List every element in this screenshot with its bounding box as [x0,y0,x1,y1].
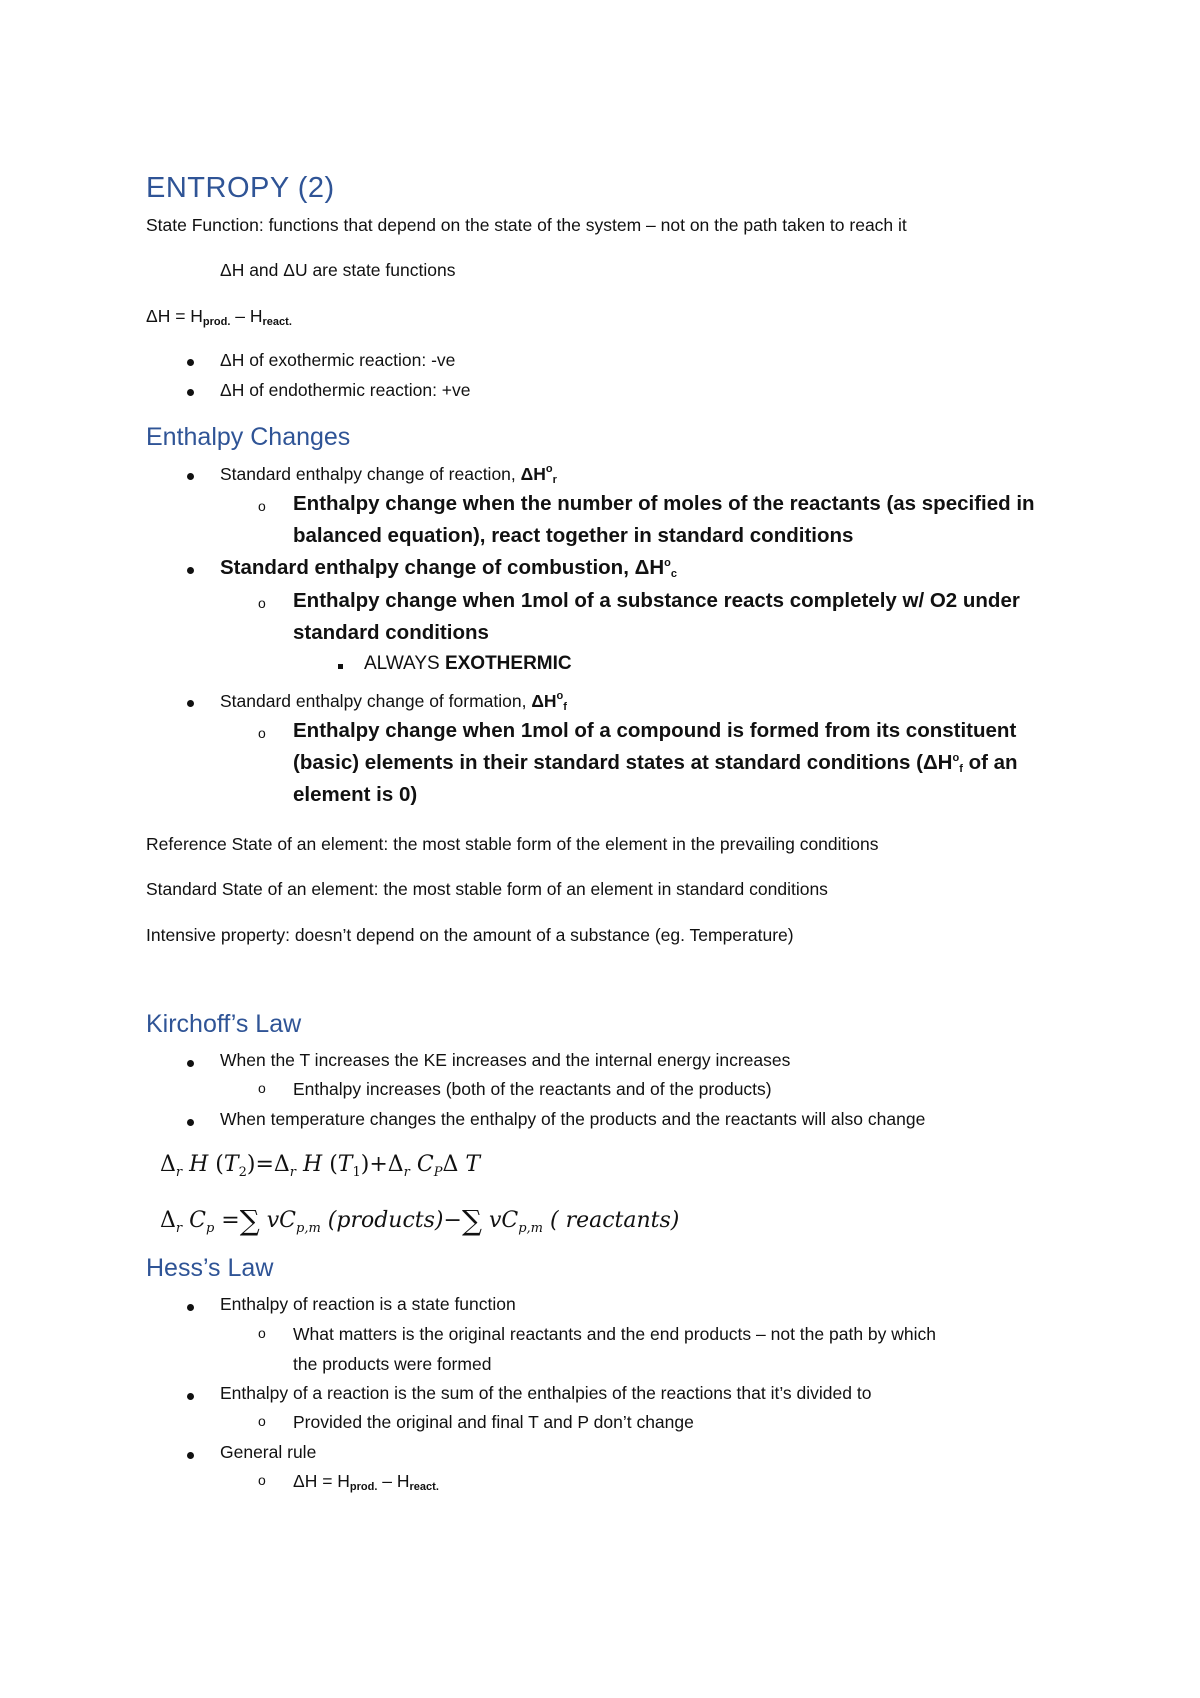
list-item: Enthalpy of reaction is a state function [220,1294,516,1314]
state-functions-note: ΔH and ΔU are state functions [220,260,456,280]
bullet-dot-icon [187,1452,194,1459]
text-segment: react. [409,1481,439,1493]
reaction-sup: o [545,463,553,475]
reaction-symbol: ΔH [520,464,546,484]
reaction-label: Standard enthalpy change of reaction, [220,464,521,484]
intensive-property-definition: Intensive property: doesn’t depend on the amount of a substance (eg. Temperature) [146,925,794,945]
math-token: Δ [160,1152,176,1177]
bullet-dot-icon [187,700,194,707]
formation-symbol: ΔH [531,691,557,711]
list-item: When temperature changes the enthalpy of the products and the reactants will also change [220,1109,926,1129]
math-token: T [223,1152,239,1177]
list-item: General rule [220,1442,317,1462]
bullet-dot-icon [187,473,194,480]
math-token: T [465,1152,481,1177]
eq-lhs: ΔH = H [146,306,203,326]
bullet-dot-icon [187,359,194,366]
formation-sup: o [556,690,564,702]
math-token: (products)− [327,1208,462,1233]
math-token: ( [329,1152,338,1177]
math-token: C [189,1208,206,1233]
sigma-icon: ∑ [239,1204,260,1237]
sub-bullet-circle-icon: o [258,498,266,514]
math-token: r [175,1221,183,1236]
text-segment: Enthalpy change when [293,719,521,742]
sigma-icon: ∑ [461,1204,482,1237]
eq-minus: – H [230,306,263,326]
math-token: 2 [238,1165,247,1180]
sub-bullet-circle-icon: o [258,1080,266,1096]
text-segment: f [959,763,963,775]
delta-h-equation [146,306,292,328]
list-item: Enthalpy increases (both of the reactants and of the products) [293,1079,772,1099]
combustion-sup: o [664,557,671,569]
text-segment: o [952,752,960,764]
math-token: ( reactants) [550,1208,680,1233]
math-token: r [289,1165,296,1180]
reference-state-definition: Reference State of an element: the most stable form of the element in the prevailing conditions [146,834,879,854]
math-token: v [488,1208,502,1233]
text-segment: ΔH = H [293,1471,350,1491]
section-heading-hess: Hess’s Law [146,1254,274,1282]
formation-sub: f [563,701,567,713]
combustion-symbol: ΔH [634,556,665,579]
math-token: Δ [273,1152,290,1177]
list-item: What matters is the original reactants and the end products – not the path by which [293,1324,937,1344]
combustion-label: Standard enthalpy change of combustion, [220,556,635,579]
math-token: T [337,1152,353,1177]
list-item: Enthalpy of a reaction is the sum of the enthalpies of the reactions that it’s divided to [220,1383,872,1403]
math-token: r [175,1165,183,1180]
eq-react-sub: react. [262,316,292,328]
math-token: )= [246,1152,274,1177]
combustion-sub: c [670,568,678,580]
always-exothermic-note [364,653,572,675]
text-segment: prod. [349,1481,378,1493]
bullet-dot-icon [187,1393,194,1400]
text-segment: – H [377,1471,410,1491]
math-token: Δ [442,1152,459,1177]
math-token: H [303,1152,323,1177]
reaction-definition-line-2: balanced equation), react together in standard conditions [293,524,854,547]
math-token: C [416,1152,434,1177]
formation-definition-line-2 [293,751,1018,775]
bullet-dot-icon [187,1304,194,1311]
page-title: ENTROPY (2) [146,172,335,204]
reaction-sub: r [552,474,557,486]
kirchoff-equation-2 [160,1204,679,1237]
combustion-definition-line-2: standard conditions [293,621,489,644]
list-item: Provided the original and final T and P don’t change [293,1412,694,1432]
math-token: p [205,1221,215,1236]
combustion-definition-line-1 [293,589,1020,613]
general-rule-equation [293,1471,439,1493]
text-segment: 1mol [520,719,569,742]
combustion-enthalpy-item [220,556,677,580]
text-segment: of an [962,751,1018,774]
math-token: p,m [296,1221,321,1236]
math-token: )+ [360,1152,388,1177]
text-segment: of a substance reacts completely w/ O2 under [568,589,1020,612]
text-segment: ALWAYS [364,653,445,674]
sub-bullet-circle-icon: o [258,1413,266,1429]
sub-bullet-circle-icon: o [258,1325,266,1341]
math-token: p,m [518,1221,543,1236]
formation-enthalpy-item [220,690,567,713]
math-token: H [189,1152,209,1177]
section-heading-enthalpy: Enthalpy Changes [146,423,351,451]
bullet-dot-icon [187,389,194,396]
math-token: Δ [160,1208,176,1233]
eq-prod-sub: prod. [202,316,231,328]
standard-state-definition: Standard State of an element: the most stable form of an element in standard conditions [146,879,828,899]
bullet-dot-icon [187,1119,194,1126]
formation-definition-line-1 [293,719,1016,743]
list-item: ΔH of exothermic reaction: -ve [220,350,456,370]
math-token: Δ [387,1152,404,1177]
bullet-dot-icon [187,567,194,574]
math-token: ( [215,1152,224,1177]
math-token: P [433,1165,443,1180]
math-token: v [266,1208,280,1233]
bullet-dot-icon [187,1060,194,1067]
reaction-enthalpy-item [220,463,557,486]
list-item-continuation: the products were formed [293,1354,492,1374]
text-segment: of a compound is formed from its constituent [568,719,1017,742]
list-item: When the T increases the KE increases and the internal energy increases [220,1050,791,1070]
math-token: = [221,1208,240,1233]
square-bullet-icon [338,664,343,669]
math-token: r [403,1165,410,1180]
list-item: ΔH of endothermic reaction: +ve [220,380,471,400]
formation-definition-line-3: element is 0) [293,783,418,806]
text-segment: 1mol [520,589,569,612]
reaction-definition-line-1: Enthalpy change when the number of moles of the reactants (as specified in [293,492,1035,515]
sub-bullet-circle-icon: o [258,1472,266,1488]
text-segment: (basic) elements in their standard states at standard conditions (ΔH [293,751,953,774]
section-heading-kirchoff: Kirchoff’s Law [146,1010,302,1038]
kirchoff-equation-1 [160,1152,480,1180]
math-token: C [279,1208,296,1233]
formation-label: Standard enthalpy change of formation, [220,691,532,711]
sub-bullet-circle-icon: o [258,725,266,741]
text-segment: EXOTHERMIC [444,653,572,674]
math-token: C [501,1208,519,1233]
state-function-definition: State Function: functions that depend on the state of the system – not on the path taken to reach it [146,215,907,235]
text-segment: Enthalpy change when [293,589,521,612]
sub-bullet-circle-icon: o [258,595,266,611]
math-token: 1 [352,1165,361,1180]
